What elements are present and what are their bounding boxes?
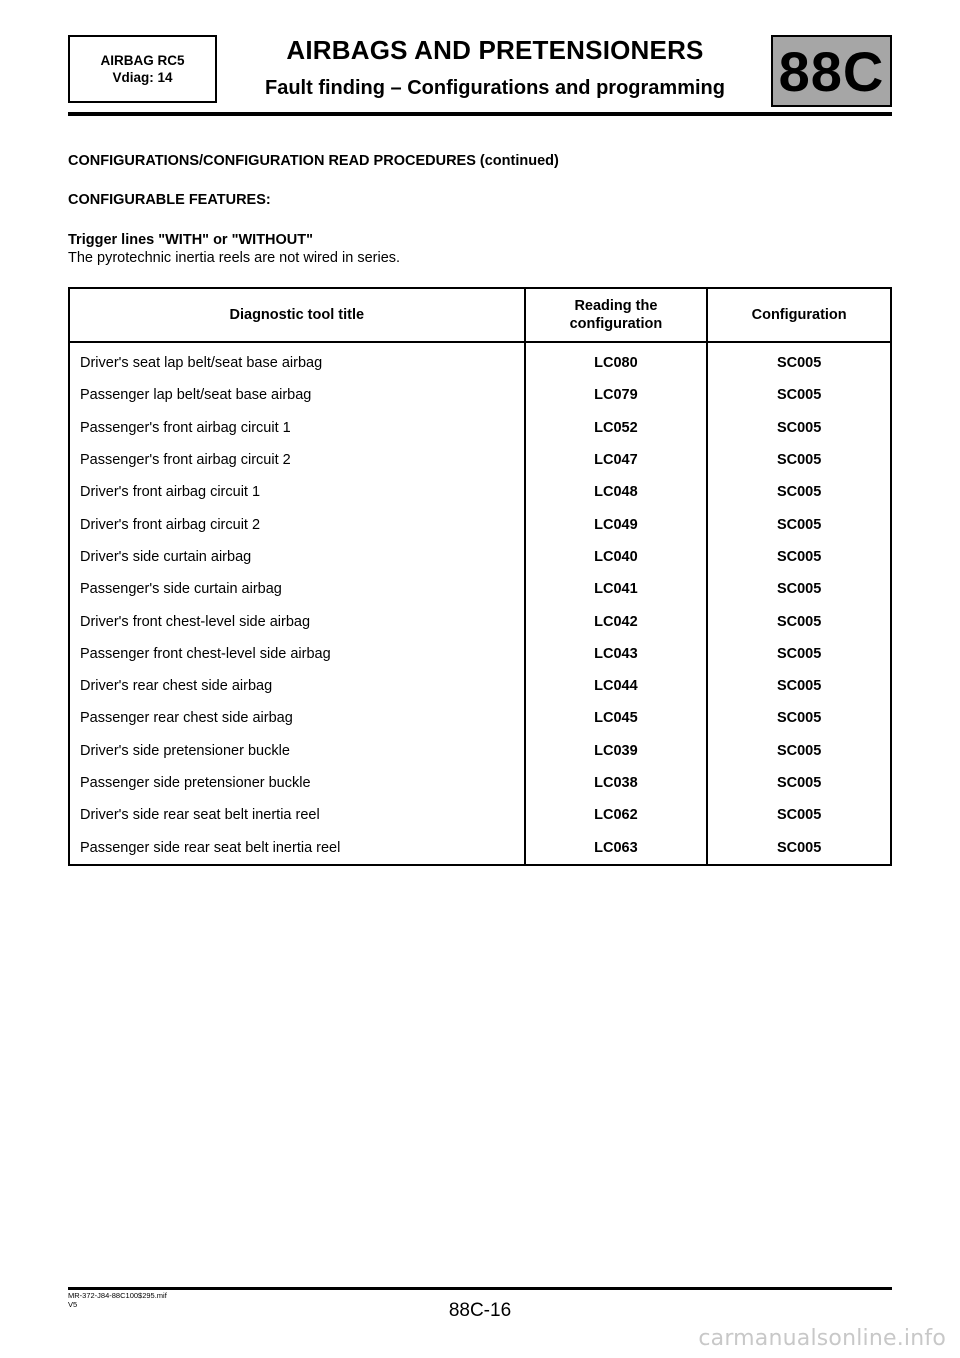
table-header-row [69, 288, 891, 342]
cell-config-code: SC005 [707, 379, 891, 411]
column-header-configuration: Configuration [707, 288, 891, 342]
cell-tool-title: Driver's side pretensioner buckle [69, 735, 525, 767]
section-heading: CONFIGURATIONS/CONFIGURATION READ PROCEDURES (continued) [68, 153, 559, 169]
table-row [69, 605, 891, 637]
cell-config-code: SC005 [707, 508, 891, 540]
table-row [69, 444, 891, 476]
header-divider [68, 112, 892, 116]
configuration-table [68, 287, 892, 866]
cell-tool-title: Passenger front chest-level side airbag [69, 638, 525, 670]
table-row [69, 702, 891, 734]
section-code-badge: 88C [771, 35, 892, 107]
cell-config-code: SC005 [707, 412, 891, 444]
cell-reading-code: LC040 [525, 541, 708, 573]
cell-config-code: SC005 [707, 444, 891, 476]
table-row [69, 831, 891, 864]
cell-tool-title: Passenger rear chest side airbag [69, 702, 525, 734]
cell-tool-title: Driver's side curtain airbag [69, 541, 525, 573]
cell-reading-code: LC048 [525, 476, 708, 508]
cell-reading-code: LC079 [525, 379, 708, 411]
page-title: AIRBAGS AND PRETENSIONERS [286, 35, 704, 65]
trigger-heading: Trigger lines "WITH" or "WITHOUT" [68, 232, 313, 248]
footer-file-ref: MR-372-J84-88C100$295.mif [68, 1291, 167, 1300]
cell-reading-code: LC080 [525, 342, 708, 379]
cell-reading-code: LC063 [525, 831, 708, 864]
watermark-text: carmanualsonline.info [698, 1326, 946, 1351]
table-row [69, 541, 891, 573]
footer-divider [68, 1287, 892, 1290]
cell-tool-title: Driver's front airbag circuit 1 [69, 476, 525, 508]
cell-config-code: SC005 [707, 799, 891, 831]
cell-reading-code: LC042 [525, 605, 708, 637]
trigger-note: The pyrotechnic inertia reels are not wired in series. [68, 250, 401, 266]
table-row [69, 573, 891, 605]
footer-version: V5 [68, 1300, 78, 1309]
cell-reading-code: LC041 [525, 573, 708, 605]
cell-config-code: SC005 [707, 767, 891, 799]
header-model: AIRBAG RC5 [100, 53, 185, 68]
cell-config-code: SC005 [707, 573, 891, 605]
cell-reading-code: LC052 [525, 412, 708, 444]
cell-reading-code: LC038 [525, 767, 708, 799]
table-row [69, 508, 891, 540]
table-row [69, 638, 891, 670]
cell-config-code: SC005 [707, 831, 891, 864]
table-row [69, 767, 891, 799]
cell-config-code: SC005 [707, 702, 891, 734]
table-row [69, 799, 891, 831]
cell-tool-title: Driver's rear chest side airbag [69, 670, 525, 702]
cell-config-code: SC005 [707, 541, 891, 573]
cell-config-code: SC005 [707, 605, 891, 637]
cell-reading-code: LC049 [525, 508, 708, 540]
cell-tool-title: Driver's seat lap belt/seat base airbag [69, 342, 525, 379]
table-row [69, 412, 891, 444]
cell-config-code: SC005 [707, 476, 891, 508]
column-header-reading [525, 288, 708, 342]
cell-tool-title: Passenger side pretensioner buckle [69, 767, 525, 799]
cell-config-code: SC005 [707, 638, 891, 670]
header-vdiag: Vdiag: 14 [112, 70, 173, 85]
cell-reading-code: LC043 [525, 638, 708, 670]
column-header-reading-line2: configuration [569, 316, 663, 332]
table-row [69, 379, 891, 411]
cell-tool-title: Passenger's front airbag circuit 1 [69, 412, 525, 444]
cell-reading-code: LC045 [525, 702, 708, 734]
cell-tool-title: Driver's front chest-level side airbag [69, 605, 525, 637]
cell-config-code: SC005 [707, 735, 891, 767]
features-heading: CONFIGURABLE FEATURES: [68, 192, 271, 208]
table-row [69, 735, 891, 767]
header-model-box [68, 35, 217, 103]
table-row [69, 476, 891, 508]
page-subtitle: Fault finding – Configurations and programming [265, 77, 725, 99]
cell-reading-code: LC039 [525, 735, 708, 767]
cell-tool-title: Passenger side rear seat belt inertia reel [69, 831, 525, 864]
cell-reading-code: LC044 [525, 670, 708, 702]
cell-tool-title: Passenger's side curtain airbag [69, 573, 525, 605]
table-row [69, 670, 891, 702]
cell-tool-title: Driver's front airbag circuit 2 [69, 508, 525, 540]
cell-tool-title: Driver's side rear seat belt inertia reel [69, 799, 525, 831]
cell-config-code: SC005 [707, 342, 891, 379]
column-header-reading-line1: Reading the [574, 298, 658, 314]
table-row [69, 342, 891, 379]
cell-reading-code: LC062 [525, 799, 708, 831]
cell-reading-code: LC047 [525, 444, 708, 476]
cell-tool-title: Passenger's front airbag circuit 2 [69, 444, 525, 476]
column-header-title: Diagnostic tool title [69, 288, 525, 342]
cell-config-code: SC005 [707, 670, 891, 702]
page-number: 88C-16 [448, 1300, 512, 1321]
cell-tool-title: Passenger lap belt/seat base airbag [69, 379, 525, 411]
